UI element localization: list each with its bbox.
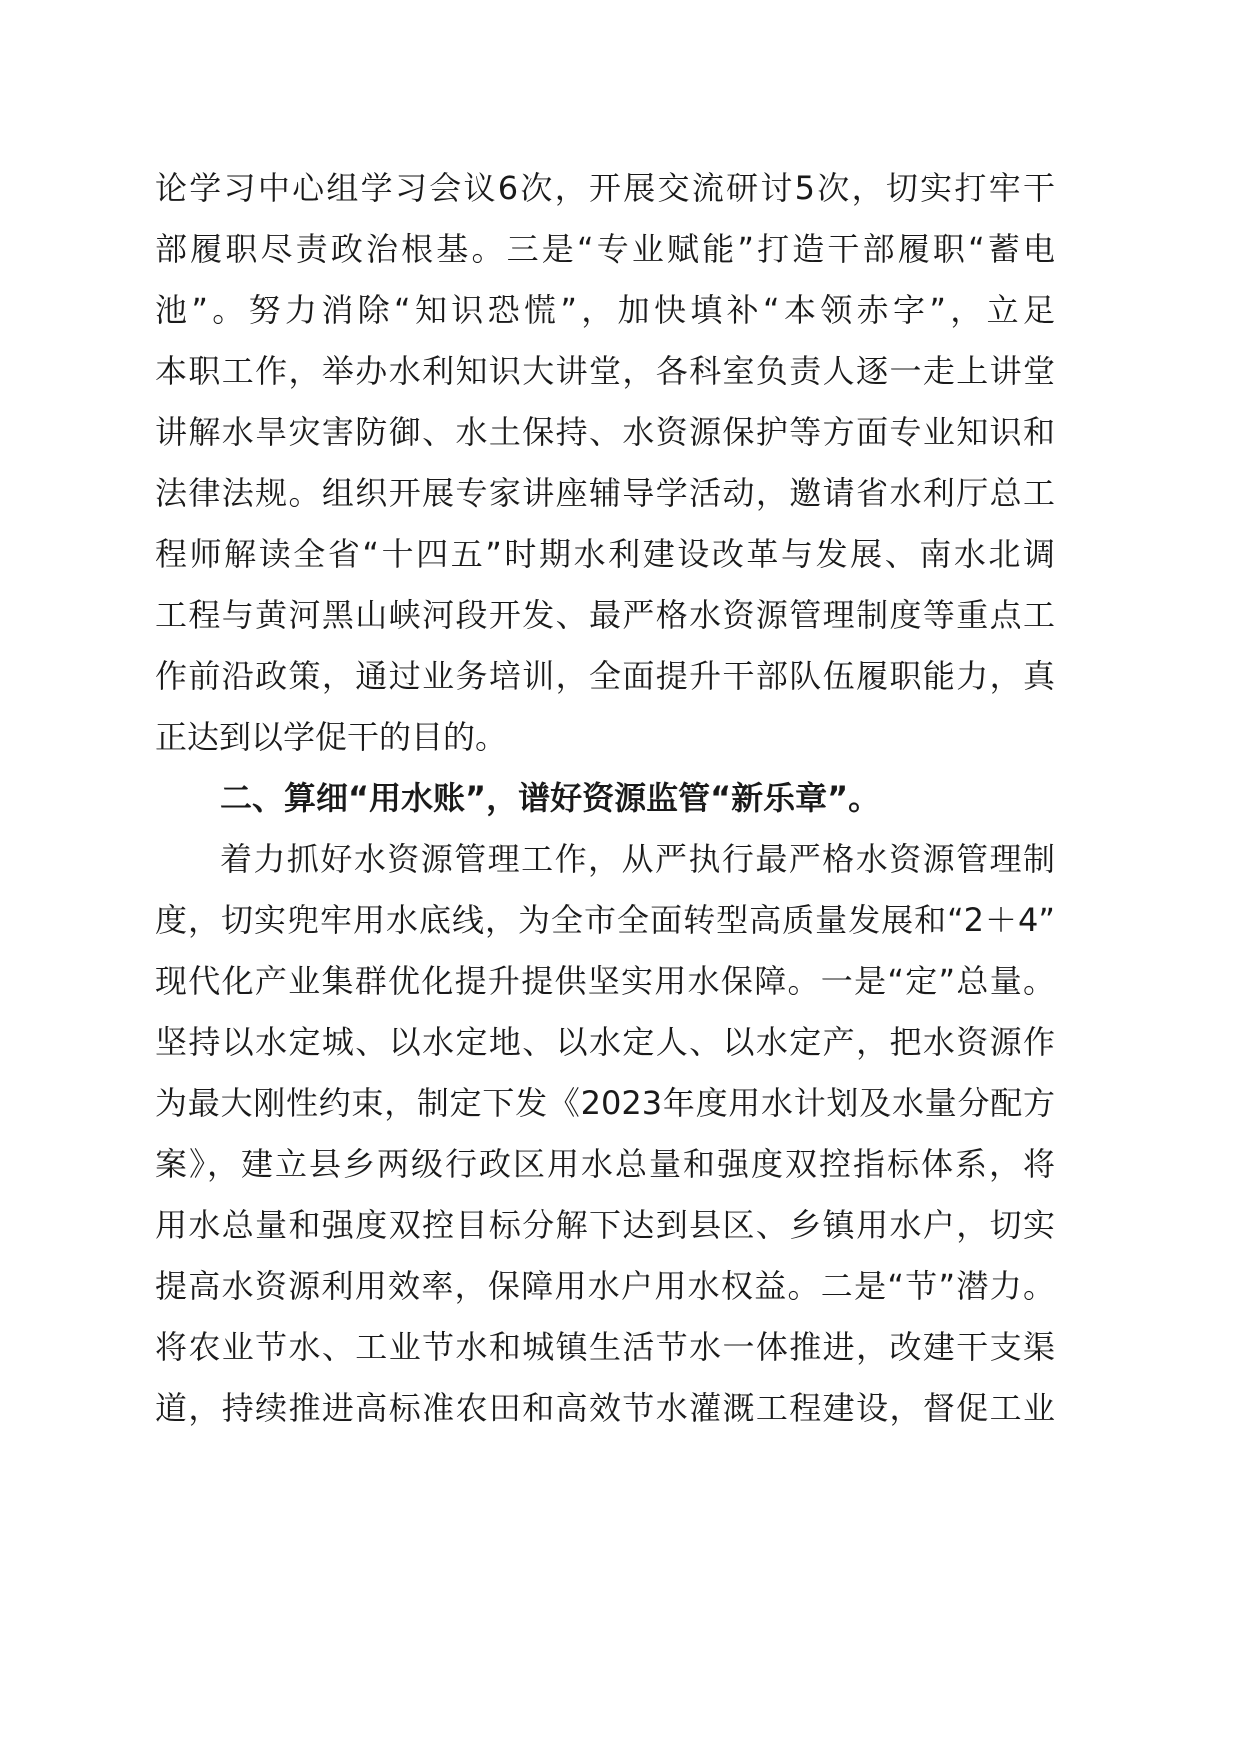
paragraph-line: 池”。努力消除“知识恐慌”，加快填补“本领赤字”，立足	[155, 291, 1055, 329]
paragraph-line: 将农业节水、工业节水和城镇生活节水一体推进，改建干支渠	[155, 1328, 1055, 1366]
paragraph-line: 工程与黄河黑山峡河段开发、最严格水资源管理制度等重点工	[155, 596, 1055, 634]
paragraph-line: 用水总量和强度双控目标分解下达到县区、乡镇用水户，切实	[155, 1206, 1055, 1244]
paragraph-line: 案》，建立县乡两级行政区用水总量和强度双控指标体系，将	[155, 1145, 1055, 1183]
paragraph-line: 作前沿政策，通过业务培训，全面提升干部队伍履职能力，真	[155, 657, 1055, 695]
paragraph-line: 度，切实兜牢用水底线，为全市全面转型高质量发展和“2＋4”	[155, 901, 1055, 939]
paragraph-line: 坚持以水定城、以水定地、以水定人、以水定产，把水资源作	[155, 1023, 1055, 1061]
paragraph-line: 讲解水旱灾害防御、水土保持、水资源保护等方面专业知识和	[155, 413, 1055, 451]
paragraph-line: 为最大刚性约束，制定下发《2023年度用水计划及水量分配方	[155, 1084, 1055, 1122]
paragraph-line: 法律法规。组织开展专家讲座辅导学活动，邀请省水利厅总工	[155, 474, 1055, 512]
paragraph-line: 程师解读全省“十四五”时期水利建设改革与发展、南水北调	[155, 535, 1055, 573]
paragraph-line: 部履职尽责政治根基。三是“专业赋能”打造干部履职“蓄电	[155, 230, 1055, 268]
paragraph-line: 道，持续推进高标准农田和高效节水灌溉工程建设，督促工业	[155, 1389, 1055, 1427]
paragraph-line: 正达到以学促干的目的。	[155, 718, 508, 756]
paragraph-line: 着力抓好水资源管理工作，从严执行最严格水资源管理制	[220, 840, 1055, 878]
paragraph-line: 现代化产业集群优化提升提供坚实用水保障。一是“定”总量。	[155, 962, 1055, 1000]
paragraph-line: 论学习中心组学习会议6次，开展交流研讨5次，切实打牢干	[155, 169, 1055, 207]
section-heading: 二、算细“用水账”，谱好资源监管“新乐章”。	[220, 779, 881, 817]
paragraph-line: 提高水资源利用效率，保障用水户用水权益。二是“节”潜力。	[155, 1267, 1055, 1305]
paragraph-line: 本职工作，举办水利知识大讲堂，各科室负责人逐一走上讲堂	[155, 352, 1055, 390]
